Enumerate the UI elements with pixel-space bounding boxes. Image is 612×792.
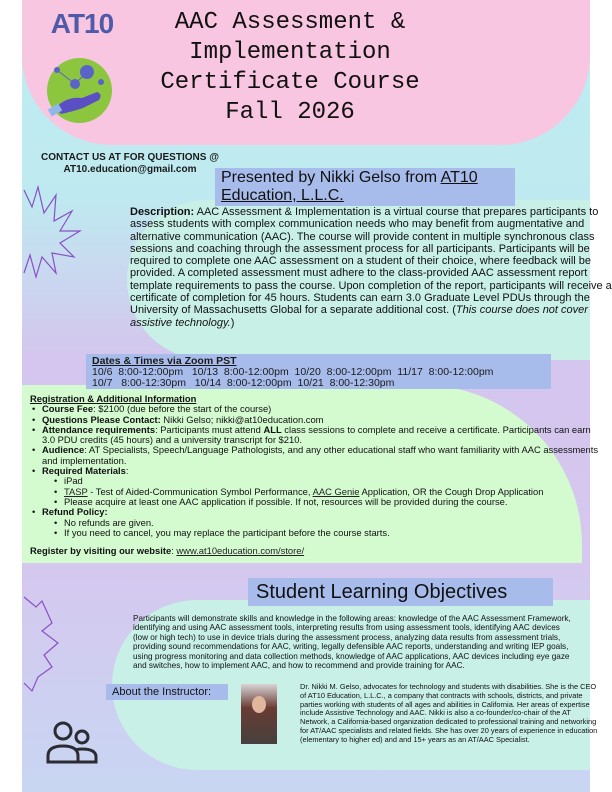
dates-title: Dates & Times via Zoom PST bbox=[92, 355, 237, 367]
people-icon bbox=[44, 720, 100, 766]
about-instructor-label: About the Instructor: bbox=[106, 684, 228, 700]
aac-genie-link[interactable]: AAC Genie bbox=[312, 485, 360, 497]
list-item-audience bbox=[30, 445, 605, 466]
material-ipad: • iPad bbox=[42, 476, 605, 486]
org-link[interactable]: AT10 Education, L.L.C. bbox=[221, 169, 478, 204]
list-item-refund bbox=[30, 507, 605, 538]
logo-text: AT10 bbox=[50, 8, 114, 39]
refund-label: Refund Policy: bbox=[42, 506, 108, 518]
fee-label: Course Fee bbox=[42, 403, 94, 415]
dates-row-2: 10/7 8:00-12:30pm 10/14 8:00-12:00pm 10/21 8:00-12:30pm bbox=[92, 377, 395, 389]
list-item-attendance bbox=[30, 425, 605, 446]
squiggle-decoration-icon bbox=[22, 185, 84, 280]
photo-face bbox=[252, 696, 266, 713]
material-note: • Please acquire at least one AAC application if possible. If not, resources will be provided during the course. bbox=[42, 497, 605, 507]
audience-value: : AT Specialists, Speech/Language Pathologists, and any other educational staff who want familiarity with AAC assessments and implementation. bbox=[42, 444, 599, 466]
tasp-link[interactable]: TASP bbox=[64, 485, 88, 497]
attendance-text: : Participants must attend bbox=[155, 423, 264, 435]
attendance-label: Attendance requirements bbox=[42, 423, 156, 435]
title-line-1: AAC Assessment & bbox=[174, 9, 406, 36]
list-item-materials bbox=[30, 466, 605, 507]
register-label: Register by visiting our website bbox=[30, 545, 172, 557]
register-colon: : bbox=[171, 545, 177, 557]
audience-label: Audience bbox=[42, 444, 85, 456]
title-line-2: Implementation bbox=[189, 39, 391, 66]
tasp-desc: - Test of Aided-Communication Symbol Performance, bbox=[87, 485, 313, 497]
materials-colon: : bbox=[125, 465, 129, 477]
course-description bbox=[130, 206, 612, 329]
presenter-banner bbox=[215, 168, 515, 206]
contact-email[interactable]: AT10.education@gmail.com bbox=[63, 164, 197, 175]
registration-title: Registration & Additional Information bbox=[30, 393, 197, 404]
description-suffix: ) bbox=[230, 316, 235, 329]
attendance-emphasis: ALL bbox=[263, 423, 282, 435]
dates-banner bbox=[86, 354, 551, 389]
registration-list bbox=[30, 404, 605, 538]
instructor-photo bbox=[241, 684, 277, 744]
refund-item-2: • If you need to cancel, you may replace the participant before the course starts. bbox=[42, 528, 605, 538]
refund-item-1: • No refunds are given. bbox=[42, 518, 605, 528]
apps-desc: Application, OR the Cough Drop Application bbox=[359, 485, 544, 497]
description-note: This course does not cover assistive technology. bbox=[130, 304, 588, 329]
contact-value: Nikki Gelso; nikki@at10education.com bbox=[160, 413, 324, 425]
squiggle-decoration-icon bbox=[22, 593, 72, 693]
materials-list bbox=[42, 476, 605, 507]
contact-label: Questions Please Contact: bbox=[42, 413, 161, 425]
contact-info bbox=[30, 152, 230, 176]
materials-label: Required Materials bbox=[42, 465, 126, 477]
at10-logo bbox=[42, 8, 122, 138]
contact-heading: CONTACT US AT FOR QUESTIONS @ bbox=[41, 152, 219, 163]
attendance-text-2: class sessions to complete and receive a certificate. Participants can earn 3.0 PDU credits (45 hours) and a university transcript for $210. bbox=[42, 423, 591, 446]
instructor-bio: Dr. Nikki M. Gelso, advocates for technology and students with disabilities. She is the CEO of AT10 Education, L.L.C., a company that contracts with schools, districts, and private parties working with students of all ages and abilities in California. Her areas of expertise include Assistive Technology and AAC. Nikki is also a co-founder/co-chair of the AT Network, a California-based organization dedicated to professional training and networking for AT/AAC specialists and related fields. She has over 20 years of experience in education (elementary to higher ed) and and 15+ years as an AT/AAC Specialist. bbox=[300, 682, 598, 744]
objectives-body: Participants will demonstrate skills and knowledge in the following areas: knowledge of the AAC Assessment Framework, identifying and using AAC assessment tools, interpreting results from using assessment tools, identifying AAC devices (low or high tech) to use in device trials during the assessment process, analyzing data results from assessment trials, providing sound recommendations for AAC, writing, legally defensible AAC reports, understanding and writing IEP goals, using progress monitoring and data collection methods, knowledge of AAC applications, AAC devices including eye gaze and switches, how to implement AAC, and how to recommend and provide training for AAC. bbox=[133, 614, 571, 671]
title-line-3: Certificate Course bbox=[160, 69, 420, 96]
registration-section bbox=[30, 394, 605, 556]
store-link[interactable]: www.at10education.com/store/ bbox=[176, 545, 305, 557]
hand-gears-icon bbox=[47, 58, 112, 123]
title-line-4: Fall 2026 bbox=[225, 99, 355, 126]
register-line bbox=[30, 546, 605, 556]
course-title bbox=[140, 8, 440, 128]
description-label: Description: bbox=[130, 206, 195, 218]
description-body: AAC Assessment & Implementation is a virtual course that prepares participants to assess students with complex communication needs who may benefit from augmentative and alternative communication (AAC). The course will provide content in multiple synchronous class sessions and coaching through the assessment process for all participants. Participants will be required to complete one AAC assessment on a student of their choice, where feedback will be provided. A completed assessment must adhere to the class-provided AAC assessment report template requirements to pass the course. Upon completion of the report, participants will receive a certificate of completion for 45 hours. Students can earn 3.0 Graduate Level PDUs through the University of Massachusetts Global for a separate additional cost. ( bbox=[130, 206, 612, 317]
presenter-text: Presented by Nikki Gelso from bbox=[221, 169, 441, 186]
refund-list bbox=[42, 518, 605, 539]
fee-value: : $2100 (due before the start of the course) bbox=[93, 403, 272, 415]
objectives-title: Student Learning Objectives bbox=[248, 578, 553, 606]
dates-row-1: 10/6 8:00-12:00pm 10/13 8:00-12:00pm 10/20 8:00-12:00pm 11/17 8:00-12:00pm bbox=[92, 366, 494, 378]
